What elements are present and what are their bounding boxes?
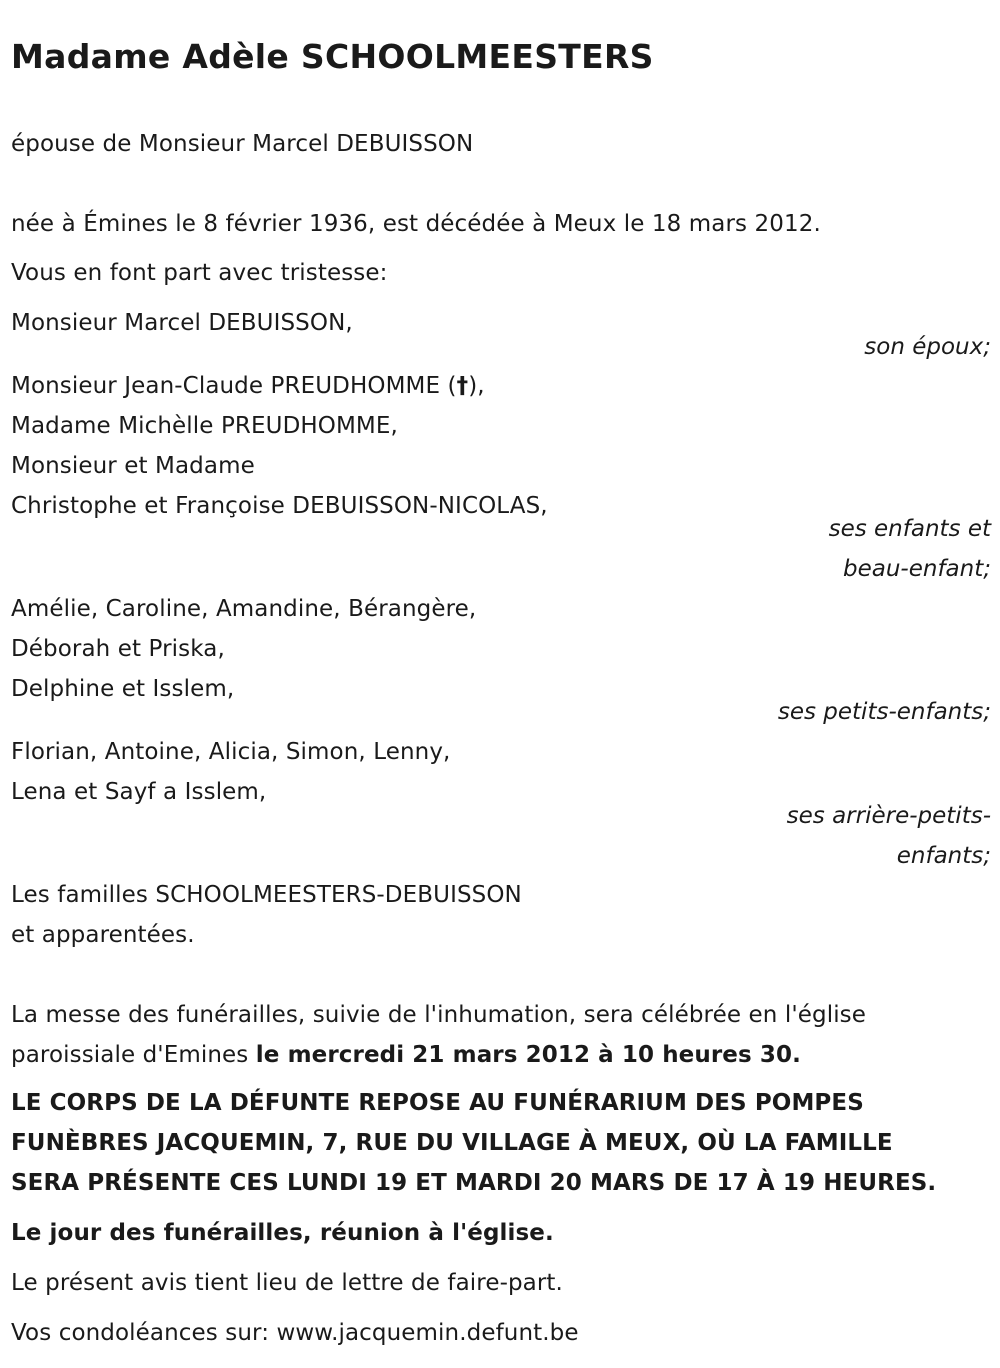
grandchildren-names: Déborah et Priska, <box>11 636 225 662</box>
child-name: Monsieur et Madame <box>11 453 255 479</box>
deceased-name-title: Madame Adèle SCHOOLMEESTERS <box>11 37 654 76</box>
mass-date: le mercredi 21 mars 2012 à 10 heures 30. <box>255 1042 801 1068</box>
mass-info: La messe des funérailles, suivie de l'inhumation, sera célébrée en l'église <box>11 1002 867 1028</box>
families-line: Les familles SCHOOLMEESTERS-DEBUISSON <box>11 882 522 908</box>
child-name: Madame Michèlle PREUDHOMME, <box>11 413 398 439</box>
deceased-cross-icon: † <box>456 373 469 399</box>
relation-great-grandchildren: ses arrière-petits- <box>786 803 991 829</box>
great-grandchildren-names: Florian, Antoine, Alicia, Simon, Lenny, <box>11 739 451 765</box>
spouse-name: Monsieur Marcel DEBUISSON, <box>11 310 353 336</box>
relation-spouse: son époux; <box>864 334 991 360</box>
great-grandchildren-names: Lena et Sayf a Isslem, <box>11 779 267 805</box>
announce-line: Vous en font part avec tristesse: <box>11 260 388 286</box>
birth-death-line: née à Émines le 8 février 1936, est décédée à Meux le 18 mars 2012. <box>11 211 821 237</box>
rest-notice: FUNÈBRES JACQUEMIN, 7, RUE DU VILLAGE À MEUX, OÙ LA FAMILLE <box>11 1130 893 1156</box>
rest-notice: SERA PRÉSENTE CES LUNDI 19 ET MARDI 20 MARS DE 17 À 19 HEURES. <box>11 1170 937 1196</box>
child-name: Monsieur Jean-Claude PREUDHOMME (†), <box>11 373 485 399</box>
relation-children: beau-enfant; <box>843 556 991 582</box>
obituary-notice <box>11 0 991 1368</box>
notice-line: Le présent avis tient lieu de lettre de faire-part. <box>11 1270 563 1296</box>
grandchildren-names: Amélie, Caroline, Amandine, Bérangère, <box>11 596 477 622</box>
relation-great-grandchildren: enfants; <box>896 843 991 869</box>
child-name: Christophe et Françoise DEBUISSON-NICOLAS, <box>11 493 548 519</box>
families-line: et apparentées. <box>11 922 195 948</box>
grandchildren-names: Delphine et Isslem, <box>11 676 235 702</box>
condolences-line: Vos condoléances sur: www.jacquemin.defunt.be <box>11 1320 579 1346</box>
relation-grandchildren: ses petits-enfants; <box>777 699 991 725</box>
rest-notice: LE CORPS DE LA DÉFUNTE REPOSE AU FUNÉRARIUM DES POMPES <box>11 1090 864 1116</box>
funeral-day-line: Le jour des funérailles, réunion à l'église. <box>11 1220 554 1246</box>
mass-info: paroissiale d'Emines le mercredi 21 mars 2012 à 10 heures 30. <box>11 1042 801 1068</box>
relation-children: ses enfants et <box>828 516 991 542</box>
spouse-line: épouse de Monsieur Marcel DEBUISSON <box>11 131 474 157</box>
